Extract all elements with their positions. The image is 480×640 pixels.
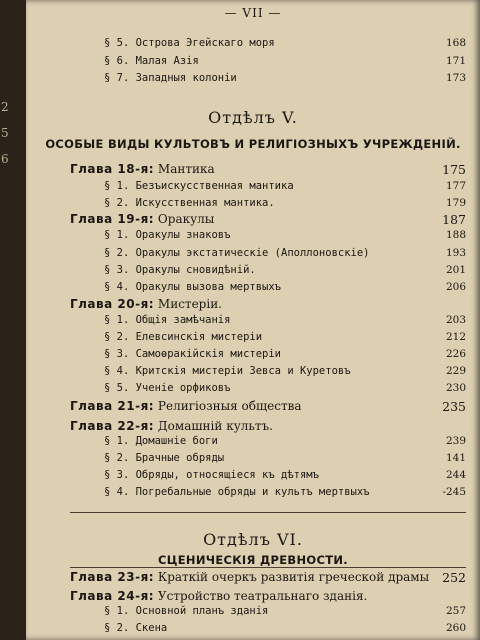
section-label: § 1. Общія замѣчанія (104, 314, 231, 326)
section-label: § 2. Оракулы экстатическіе (Аполлоновскіе) (104, 247, 370, 259)
part-subtitle: ОСОБЫЕ ВИДЫ КУЛЬТОВЪ И РЕЛИГІОЗНЫХЪ УЧРЕЖДЕНІЙ. (45, 137, 461, 151)
section-label: § 1. Безъискусственная мантика (104, 180, 294, 192)
section-label: § 3. Самоѳракійскія мистеріи (104, 348, 282, 360)
page-number: 252 (442, 570, 466, 585)
page-number: 244 (445, 469, 466, 481)
adjacent-page-edge (0, 0, 26, 640)
page-number: 235 (442, 399, 466, 414)
divider-rule (70, 567, 466, 568)
chapter-number: Глава 20-я: (70, 297, 155, 311)
page-number: 203 (445, 314, 466, 326)
toc-section-row (26, 469, 480, 487)
chapter-title: Домашній культъ. (157, 419, 273, 433)
toc-section-row (26, 348, 480, 366)
section-label: § 4. Оракулы вызова мертвыхъ (104, 281, 282, 293)
page-number: 206 (445, 281, 466, 293)
chapter-heading (70, 419, 273, 433)
page-header: — VII — (224, 6, 282, 20)
page-number: 141 (445, 452, 466, 464)
edge-mark: 5 (1, 126, 9, 140)
toc-section-row (26, 314, 480, 332)
book-page (26, 0, 480, 640)
page-number: 201 (445, 264, 466, 276)
section-label: § 4. Критскія мистеріи Зевса и Куретовъ (104, 365, 351, 377)
chapter-heading (70, 589, 367, 603)
page-number: 188 (445, 229, 466, 241)
section-label: § 7. Западныя колоніи (104, 72, 237, 84)
chapter-title: Устройство театральнаго зданія. (157, 589, 368, 603)
chapter-number: Глава 18-я: (70, 162, 155, 176)
toc-section-row (26, 55, 480, 73)
chapter-number: Глава 19-я: (70, 212, 155, 226)
section-label: § 1. Домашніе боги (104, 435, 218, 447)
section-label: § 4. Погребальные обряды и культъ мертвыхъ (104, 486, 370, 498)
toc-section-row (26, 486, 480, 504)
page-number: 226 (445, 348, 466, 360)
page-number: 179 (445, 197, 466, 209)
page-number: 212 (445, 331, 466, 343)
toc-section-row (26, 37, 480, 55)
section-label: § 1. Основной планъ зданія (104, 605, 269, 617)
page-number: 193 (445, 247, 466, 259)
chapter-title: Мистеріи. (157, 297, 222, 311)
chapter-number: Глава 21-я: (70, 399, 155, 413)
toc-section-row (26, 622, 480, 640)
part-title: Отдѣлъ VI. (203, 530, 303, 549)
page-number: 239 (445, 435, 466, 447)
page-number: 229 (445, 365, 466, 377)
page-number: 257 (445, 605, 466, 617)
toc-chapter-row (26, 297, 480, 315)
page-number: -245 (442, 486, 466, 498)
toc-chapter-row (26, 162, 480, 180)
part-title: Отдѣлъ V. (208, 108, 298, 127)
toc-section-row (26, 229, 480, 247)
section-label: § 6. Малая Азія (104, 55, 199, 67)
edge-mark: 2 (1, 100, 9, 114)
toc-chapter-row (26, 570, 480, 588)
page-number: 260 (445, 622, 466, 634)
toc-section-row (26, 382, 480, 400)
page-number: 177 (445, 180, 466, 192)
chapter-number: Глава 22-я: (70, 419, 155, 433)
section-label: § 2. Скена (104, 622, 168, 634)
section-label: § 1. Оракулы знаковъ (104, 229, 231, 241)
chapter-heading (70, 212, 214, 226)
page-number: 175 (442, 162, 466, 177)
chapter-heading (70, 297, 222, 311)
chapter-number: Глава 23-я: (70, 570, 155, 584)
section-label: § 5. Ученіе орфиковъ (104, 382, 231, 394)
chapter-number: Глава 24-я: (70, 589, 155, 603)
toc-section-row (26, 331, 480, 349)
toc-chapter-row (26, 212, 480, 230)
section-label: § 2. Брачные обряды (104, 452, 225, 464)
page-number: 168 (445, 37, 466, 49)
page-number: 230 (445, 382, 466, 394)
toc-section-row (26, 452, 480, 470)
chapter-heading (70, 399, 302, 413)
page-number: 171 (445, 55, 466, 67)
toc-section-row (26, 365, 480, 383)
chapter-heading (70, 570, 429, 584)
toc-section-row (26, 264, 480, 282)
toc-section-row (26, 72, 480, 90)
divider-rule (70, 512, 466, 513)
chapter-title: Краткій очеркъ развитія греческой драмы (157, 570, 430, 584)
edge-mark: 6 (1, 152, 9, 166)
toc-section-row (26, 180, 480, 198)
section-label: § 3. Оракулы сновидѣній. (104, 264, 256, 276)
chapter-heading (70, 162, 215, 176)
section-label: § 2. Искусственная мантика. (104, 197, 275, 209)
toc-chapter-row (26, 399, 480, 417)
chapter-title: Оракулы (157, 212, 215, 226)
part-subtitle: СЦЕНИЧЕСКІЯ ДРЕВНОСТИ. (158, 553, 348, 567)
page-number: 173 (445, 72, 466, 84)
chapter-title: Мантика (157, 162, 215, 176)
section-label: § 2. Елевсинскія мистеріи (104, 331, 263, 343)
toc-section-row (26, 435, 480, 453)
section-label: § 5. Острова Эгейскаго моря (104, 37, 275, 49)
toc-section-row (26, 247, 480, 265)
chapter-title: Религіозныя общества (157, 399, 302, 413)
toc-section-row (26, 605, 480, 623)
page-number: 187 (442, 212, 466, 227)
section-label: § 3. Обряды, относящіеся къ дѣтямъ (104, 469, 319, 481)
